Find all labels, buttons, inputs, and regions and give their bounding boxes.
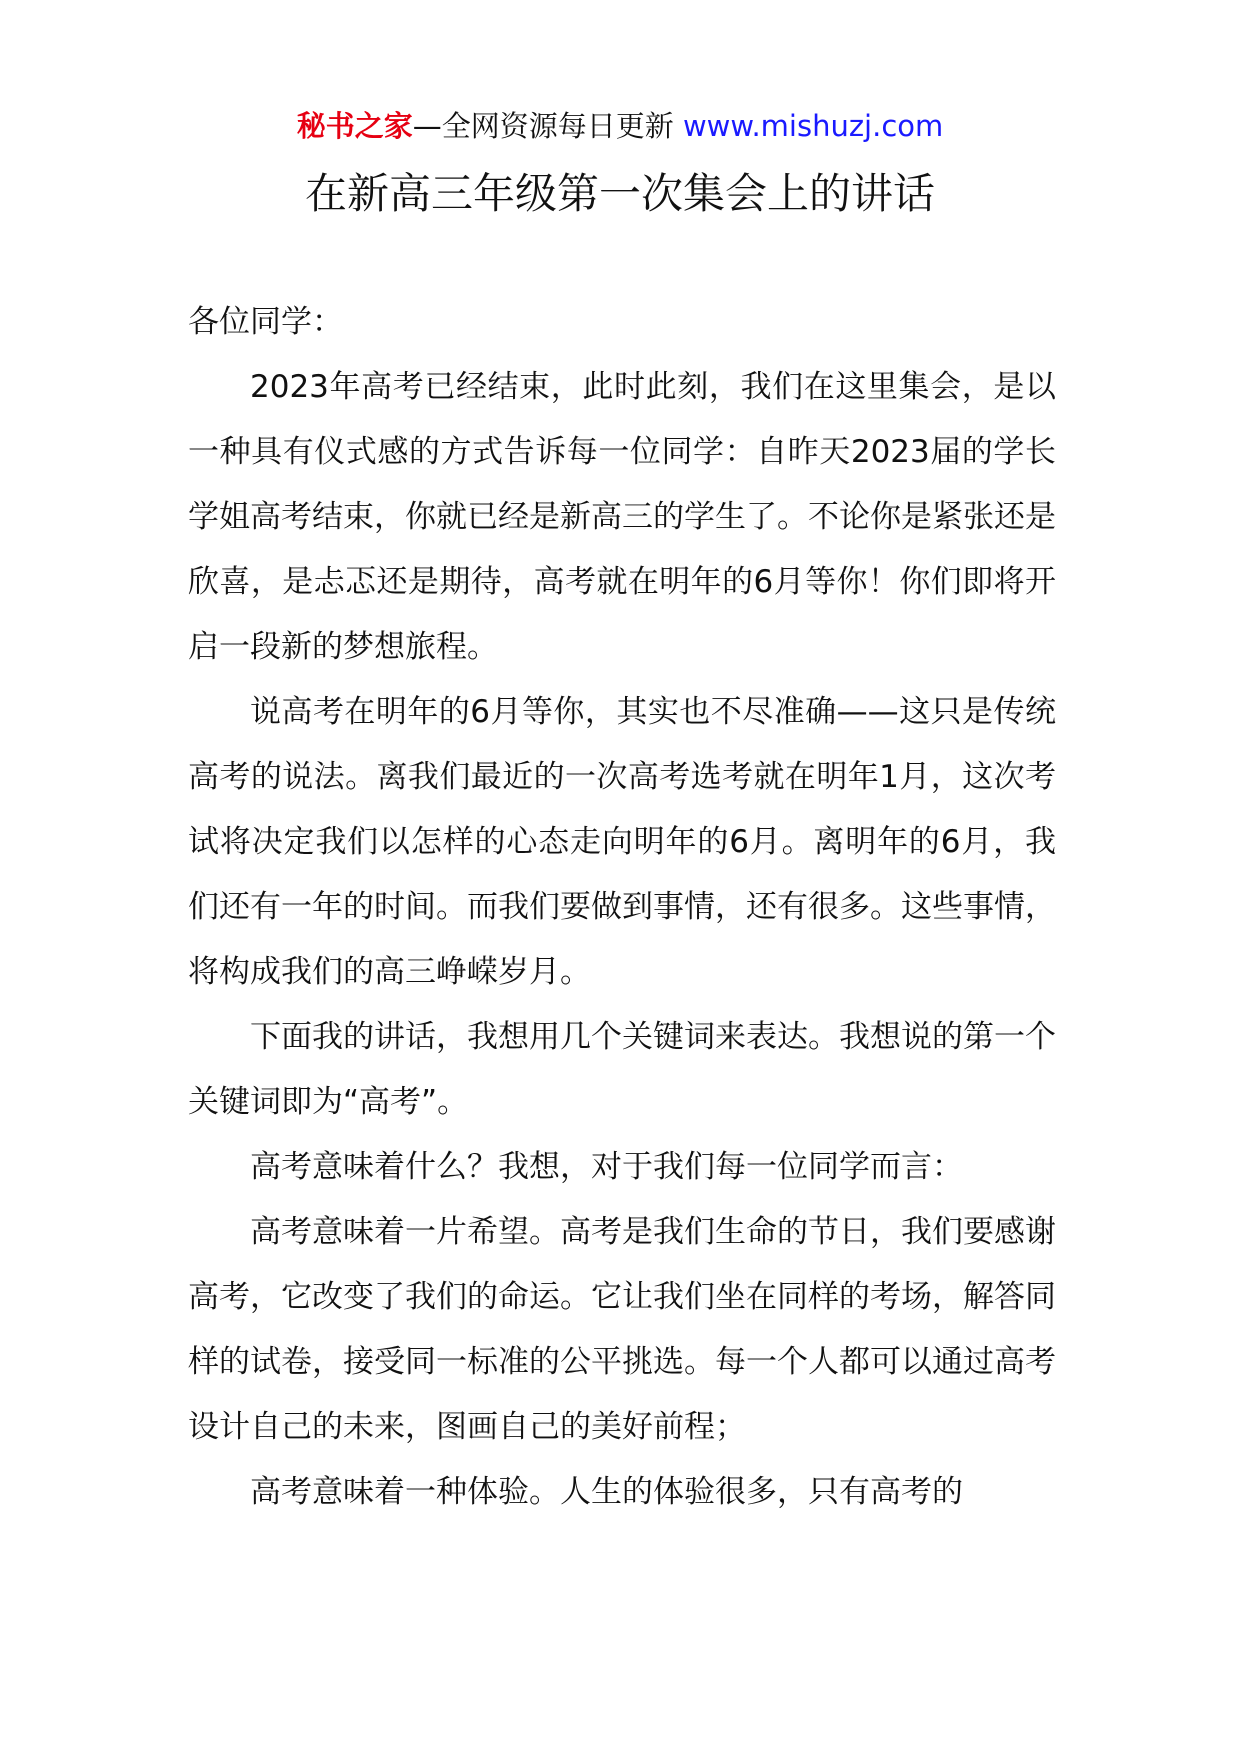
paragraph-6: 高考意味着一种体验。人生的体验很多，只有高考的 [250,1474,963,1510]
site-header [0,104,1240,148]
paragraph-1: 2023年高考已经结束，此时此刻，我们在这里集会，是以一种具有仪式感的方式告诉每一位同学：自昨天2023届的学长学姐高考结束，你就已经是新高三的学生了。不论你是紧张还是欣喜，是忐忑还是期待，高考就在明年的6月等你！你们即将开启一段新的梦想旅程。 [188,369,1056,665]
paragraph-5: 高考意味着一片希望。高考是我们生命的节日，我们要感谢高考，它改变了我们的命运。它让我们坐在同样的考场，解答同样的试卷，接受同一标准的公平挑选。每一个人都可以通过高考设计自己的未来，图画自己的美好前程； [188,1214,1056,1445]
paragraph-4: 高考意味着什么？我想，对于我们每一位同学而言： [250,1149,963,1185]
header-tagline: —全网资源每日更新 [412,109,683,143]
brand-name: 秘书之家 [296,109,413,143]
document-body [188,290,1056,1525]
salutation: 各位同学： [188,304,343,340]
paragraph-3: 下面我的讲话，我想用几个关键词来表达。我想说的第一个关键词即为“高考”。 [188,1019,1056,1120]
paragraph-2: 说高考在明年的6月等你，其实也不尽准确——这只是传统高考的说法。离我们最近的一次高考选考就在明年1月，这次考试将决定我们以怎样的心态走向明年的6月。离明年的6月，我们还有一年的时间。而我们要做到事情，还有很多。这些事情，将构成我们的高三峥嵘岁月。 [188,694,1056,990]
document-title: 在新高三年级第一次集会上的讲话 [304,169,935,218]
site-url[interactable]: www.mishuzj.com [682,109,944,143]
